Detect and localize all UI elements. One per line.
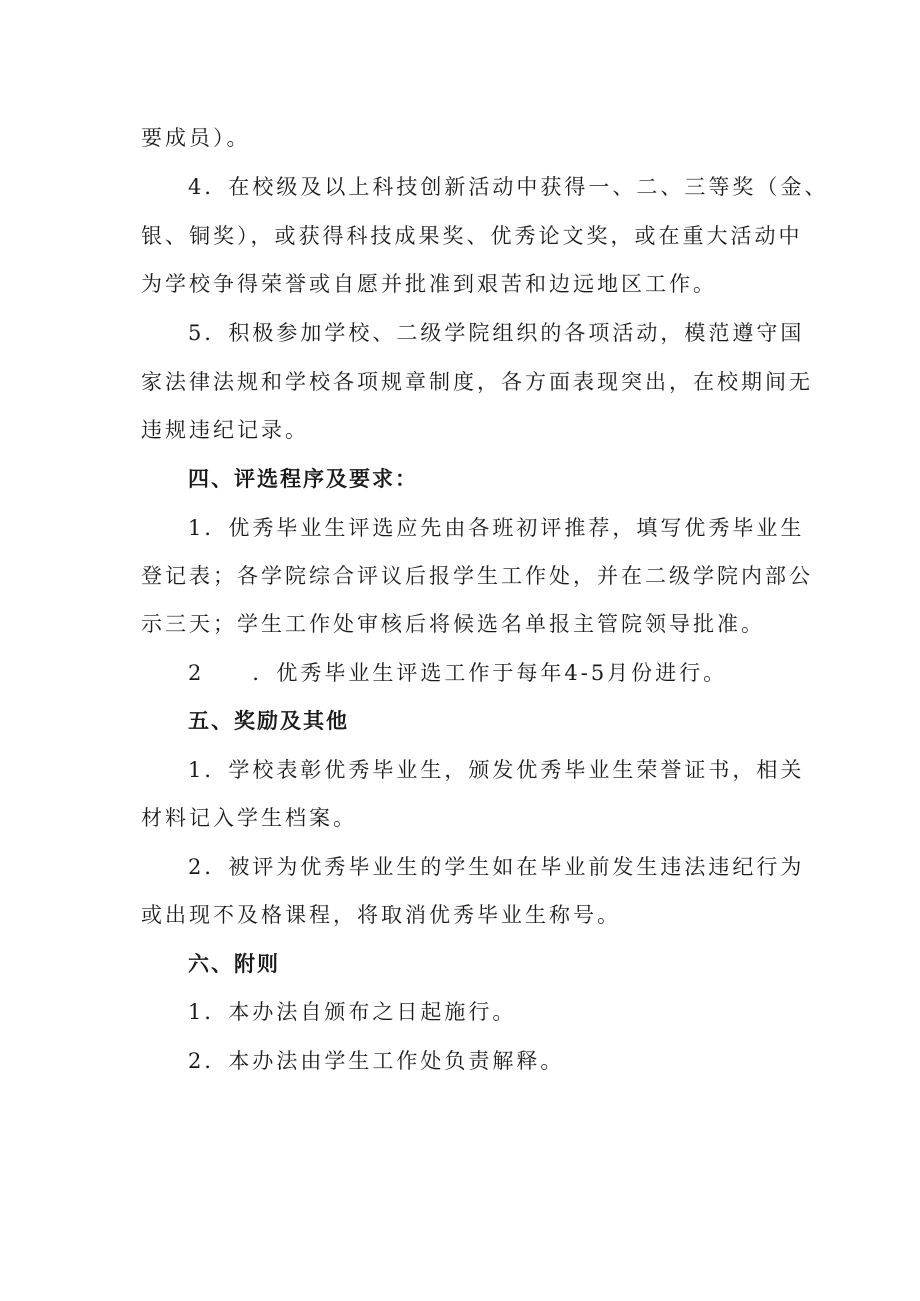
section-5-item-1-line-1: 1．学校表彰优秀毕业生，颁发优秀毕业生荣誉证书，相关	[188, 758, 805, 782]
item-5-line-1: 5．积极参加学校、二级学院组织的各项活动，模范遵守国	[188, 321, 805, 345]
paragraph-continuation: 要成员）。	[141, 126, 251, 150]
section-4-item-1-line-1: 1．优秀毕业生评选应先由各班初评推荐，填写优秀毕业生	[188, 516, 805, 540]
section-heading-6: 六、附则	[188, 952, 280, 976]
section-6-item-2: 2．本办法由学生工作处负责解释。	[188, 1049, 565, 1073]
section-5-item-2-line-1: 2．被评为优秀毕业生的学生如在毕业前发生违法违纪行为	[188, 855, 805, 879]
item-5-line-3: 违规违纪记录。	[141, 418, 309, 442]
item-4-line-2: 银、铜奖），或获得科技成果奖、优秀论文奖，或在重大活动中	[141, 224, 803, 248]
section-heading-4: 四、评选程序及要求：	[188, 467, 418, 491]
section-heading-5: 五、奖励及其他	[188, 709, 349, 733]
section-4-item-2: 2 ．优秀毕业生评选工作于每年4-5月份进行。	[188, 661, 728, 685]
item-4-line-1: 4．在校级及以上科技创新活动中获得一、二、三等奖（金、	[188, 175, 829, 199]
section-4-item-1-line-2: 登记表；各学院综合评议后报学生工作处，并在二级学院内部公	[141, 564, 813, 588]
section-4-item-1-line-3: 示三天；学生工作处审核后将候选名单报主管院领导批准。	[141, 612, 765, 636]
section-5-item-1-line-2: 材料记入学生档案。	[141, 806, 357, 830]
item-5-line-2: 家法律法规和学校各项规章制度，各方面表现突出，在校期间无	[141, 370, 813, 394]
item-4-line-3: 为学校争得荣誉或自愿并批准到艰苦和边远地区工作。	[141, 272, 717, 296]
section-6-item-1: 1．本办法自颁布之日起施行。	[188, 1000, 517, 1024]
section-5-item-2-line-2: 或出现不及格课程，将取消优秀毕业生称号。	[141, 903, 621, 927]
